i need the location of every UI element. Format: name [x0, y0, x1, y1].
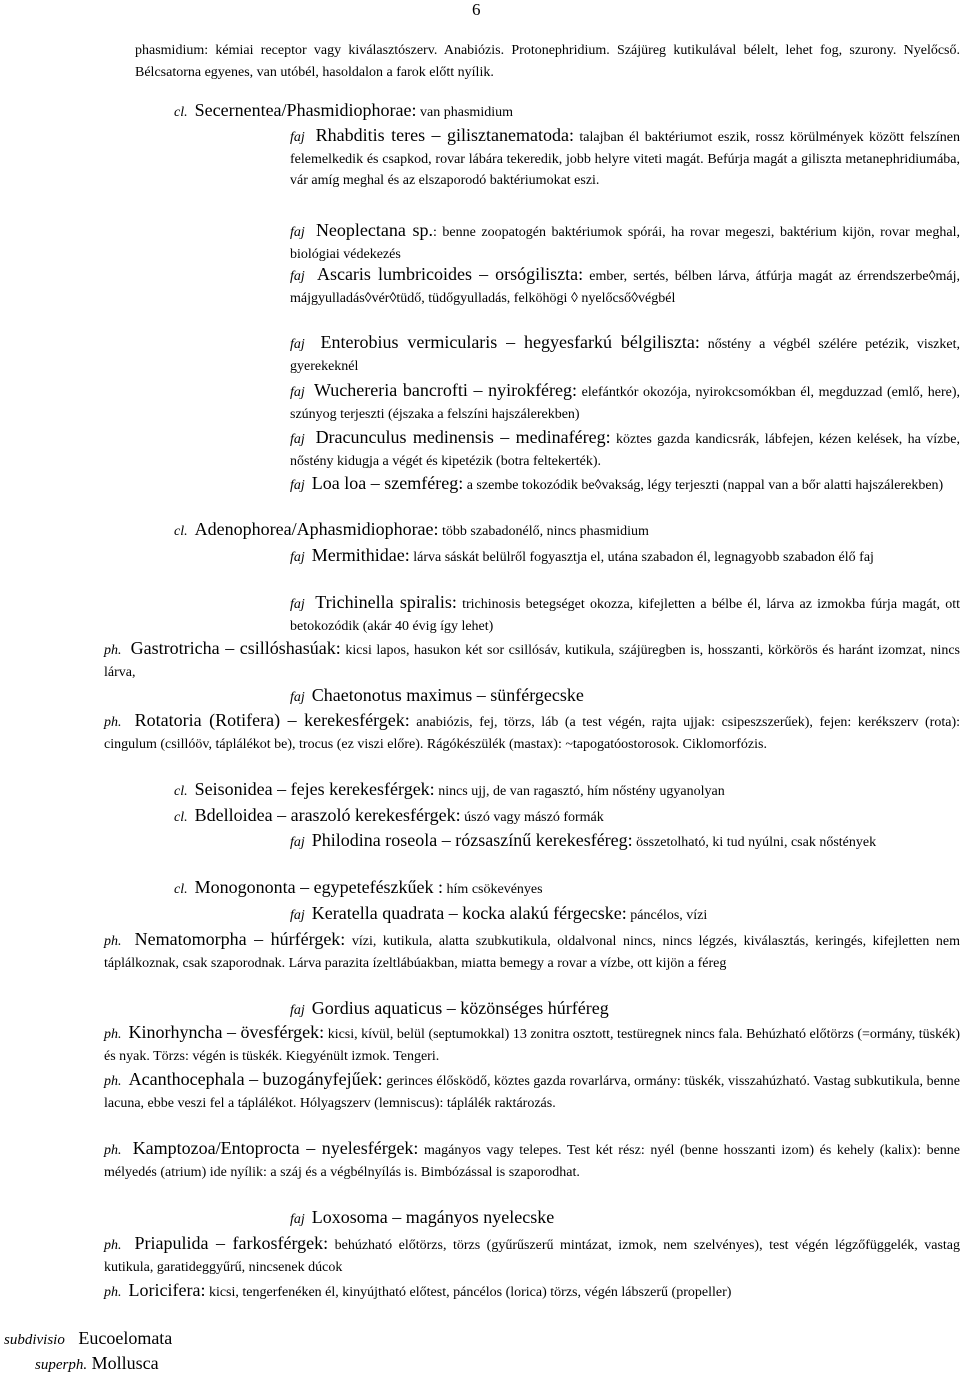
taxon-name: Eucoelomata [78, 1328, 173, 1348]
taxon-name: Secernentea/Phasmidiophorae: [194, 100, 417, 120]
rank-label: faj [290, 908, 305, 923]
rank-label: faj [290, 597, 305, 612]
taxon-name: Ascaris lumbricoides – orsógiliszta: [316, 264, 584, 284]
taxon-name: Chaetonotus maximus – sünférgecske [311, 685, 584, 705]
entry-text: elefántkór okozója, nyirokcsomókban él, megduzzad (emlő, here), szúnyog terjeszti (éjszaka a felszíni hajszálerekben) [290, 385, 960, 422]
taxon-name: Acanthocephala – buzogányfejűek: [128, 1069, 383, 1089]
entry-text: van phasmidium [420, 105, 513, 120]
species-entry-philodina [290, 830, 960, 854]
entry-text: hím csökevényes [446, 882, 543, 897]
taxon-name: Seisonidea – fejes kerekesférgek: [194, 779, 435, 799]
rank-label: subdivisio [4, 1332, 65, 1348]
rank-label: faj [290, 337, 305, 352]
footer-superph [35, 1353, 159, 1374]
taxon-name: Philodina roseola – rózsaszínű kerekesféreg: [311, 830, 633, 850]
taxon-name: Wuchereria bancrofti – nyirokféreg: [314, 380, 578, 400]
rank-label: cl. [174, 524, 188, 539]
entry-text: anabiózis, fej, törzs, láb (a test végén, rajta ujjak: csipeszszerűek), fejen: kerékszerv (rota): cingulum (csillóöv, táplálékot be), trocus (ez viszi előre). Rágókészülék (mastax): ~tapogatóostorosok. Ciklomorfózis. [104, 715, 960, 752]
rank-label: faj [290, 690, 305, 705]
species-entry-chaetonotus [290, 685, 960, 709]
species-entry-keratella [290, 903, 960, 927]
phylum-entry-loricifera [104, 1280, 960, 1304]
rank-label: ph. [104, 1027, 122, 1042]
rank-label: faj [290, 478, 305, 493]
taxon-name: Mermithidae: [311, 545, 410, 565]
phylum-entry-priapulida [104, 1233, 960, 1278]
taxon-name: Neoplectana sp. [315, 220, 433, 240]
phylum-entry-acanthocephala [104, 1069, 960, 1114]
species-entry-rhabditis [290, 125, 960, 192]
class-entry-monogononta [174, 877, 960, 901]
rank-label: ph. [104, 1074, 122, 1089]
entry-text: nincs ujj, de van ragasztó, hím nőstény ugyanolyan [438, 784, 725, 799]
rank-label: faj [290, 269, 305, 284]
rank-label: faj [290, 385, 305, 400]
taxon-name: Loricifera: [128, 1280, 206, 1300]
entry-text: kicsi, kívül, belül (septumokkal) 13 zonitra osztott, testüregnek nincs fala. Behúzható előtörzs (=ormány, tüskék) és nyak. Törzs: végén is tüskék. Kiegyénült izmok. Tengeri. [104, 1027, 960, 1064]
rank-label: ph. [104, 1285, 122, 1300]
entry-text: lárva sáskát belülről fogyasztja el, utána szabadon él, legnagyobb szabadon élő faj [413, 550, 874, 565]
taxon-name: Loxosoma – magányos nyelecske [311, 1207, 555, 1227]
entry-text: nőstény a végbél szélére petézik, viszket, gyerekeknél [290, 337, 960, 374]
rank-label: superph. [35, 1357, 88, 1373]
entry-text: több szabadonélő, nincs phasmidium [442, 524, 649, 539]
taxon-name: Enterobius vermicularis – hegyesfarkú bélgiliszta: [320, 332, 700, 352]
taxon-name: Bdelloidea – araszoló kerekesférgek: [194, 805, 461, 825]
entry-text: talajban él baktériumot eszik, rossz körülmények között felszínen felemelkedik és csapkod, rovar lábára tekeredik, jobb helyre viteti magát. Befúrja magát a giliszta metanephridiumába, vár amíg meghal és az elszaporodó baktériumokat eszi. [290, 130, 960, 188]
phylum-entry-rotatoria [104, 710, 960, 755]
taxon-name: Gordius aquaticus – közönséges húrféreg [311, 998, 609, 1018]
rank-label: ph. [104, 1238, 122, 1253]
taxon-name: Keratella quadrata – kocka alakú férgecske: [311, 903, 627, 923]
rank-label: ph. [104, 643, 122, 658]
taxon-name: Trichinella spiralis: [315, 592, 457, 612]
entry-text: köztes gazda kandicsrák, lábfejen, kézen kelések, ha vízbe, nőstény kidugja a végét és kipetézik (botra feltekerték). [290, 432, 960, 469]
rank-label: faj [290, 1003, 305, 1018]
class-entry-adenophorea [174, 519, 960, 543]
rank-label: faj [290, 835, 305, 850]
phylum-entry-kamptozoa [104, 1138, 960, 1183]
phylum-entry-gastrotricha [104, 638, 960, 683]
footer-subdivisio [4, 1328, 172, 1349]
species-entry-dracunculus [290, 427, 960, 472]
entry-text: behúzható előtörzs, törzs (gyűrűszerű mintázat, izmok, nem szelvényes), test végén légzőfüggelék, vastag kutikula, garatideggyűrű, nincsenek dúcok [104, 1238, 960, 1275]
entry-text: vízi, kutikula, alatta szubkutikula, oldalvonal nincs, nincs légzés, kiválasztás, keringés, kifejletten nem táplálkoznak, csak szaporodnak. Lárva parazita ízeltlábúakban, miatta bemegy a rovar a vízbe, ott kijön a féreg [104, 934, 960, 971]
rank-label: faj [290, 225, 305, 240]
rank-label: cl. [174, 784, 188, 799]
species-entry-wuchereria [290, 380, 960, 425]
taxon-name: Loa loa – szemféreg: [311, 473, 464, 493]
entry-text: phasmidium: kémiai receptor vagy kiválasztószerv. Anabiózis. Protonephridium. Szájüreg kutikulával bélelt, lehet fog, szurony. Nyelőcső. Bélcsatorna egyenes, van utóbél, hasoldalon a farok előtt nyílik. [135, 43, 960, 80]
entry-text: magányos vagy telepes. Test két rész: nyél (benne hosszanti izom) és kehely (kalix): benne mélyedés (atrium) ide nyílik: a száj és a végbélnyílás is. Bimbózással is szaporodhat. [104, 1143, 960, 1180]
entry-text: trichinosis betegséget okozza, kifejletten a bélbe él, lárva az izmokba fúrja magát, ott betokozódik (akár 40 évig így lehet) [290, 597, 960, 634]
phylum-entry-kinorhyncha [104, 1022, 960, 1067]
rank-label: faj [290, 1212, 305, 1227]
phylum-entry-nematomorpha [104, 929, 960, 974]
species-entry-trichinella [290, 592, 960, 637]
taxon-name: Dracunculus medinensis – medinaféreg: [315, 427, 611, 447]
entry-text: összetolható, ki tud nyúlni, csak nőstények [636, 835, 877, 850]
taxon-name: Gastrotricha – csillóshasúak: [130, 638, 341, 658]
taxon-name: Rotatoria (Rotifera) – kerekesférgek: [134, 710, 410, 730]
taxon-name: Nematomorpha – húrférgek: [134, 929, 346, 949]
rank-label: faj [290, 550, 305, 565]
rank-label: cl. [174, 105, 188, 120]
class-entry-seisonidea [174, 779, 960, 803]
taxon-name: Mollusca [91, 1353, 159, 1373]
entry-text: : benne zoopatogén baktériumok spórái, ha rovar megeszi, baktérium kijön, rovar meghal, biológiai védekezés [290, 225, 960, 262]
rank-label: faj [290, 130, 305, 145]
rank-label: ph. [104, 934, 122, 949]
taxon-name: Rhabditis teres – gilisztanematoda: [315, 125, 574, 145]
species-entry-ascaris [290, 264, 960, 309]
entry-text: úszó vagy mászó formák [464, 810, 604, 825]
rank-label: faj [290, 432, 305, 447]
taxon-name: Kinorhyncha – övesférgek: [128, 1022, 325, 1042]
taxon-name: Monogononta – egypetefészkűek : [194, 877, 444, 897]
entry-text: ember, sertés, bélben lárva, átfúrja magát az érrendszerbe◊máj, májgyulladás◊vér◊tüdő, tüdőgyulladás, felköhögi ◊ nyelőcső◊végbél [290, 269, 960, 306]
rank-label: cl. [174, 810, 188, 825]
class-entry-bdelloidea [174, 805, 960, 829]
species-entry-loxosoma [290, 1207, 960, 1231]
entry-text: páncélos, vízi [630, 908, 708, 923]
entry-text: gerinces élősködő, köztes gazda rovarlárva, ormány: tüskék, visszahúzható. Vastag subkutikula, benne lacuna, ebbe veszi fel a táplálékot. Hólyagszerv (lemniscus): táplálék raktározás. [104, 1074, 960, 1111]
species-entry-neoplectana [290, 220, 960, 265]
species-entry-mermithidae [290, 545, 960, 569]
page-number: 6 [472, 0, 481, 19]
taxon-name: Priapulida – farkosférgek: [134, 1233, 329, 1253]
species-entry-gordius [290, 998, 960, 1022]
class-entry-secernentea [174, 100, 960, 124]
entry-text: a szembe tokozódik be◊vakság, légy terjeszti (nappal van a bőr alatti hajszálerekben) [466, 478, 944, 493]
intro-paragraph [135, 40, 960, 83]
rank-label: ph. [104, 715, 122, 730]
taxon-name: Adenophorea/Aphasmidiophorae: [194, 519, 439, 539]
entry-text: kicsi, tengerfenéken él, kinyújtható előtest, páncélos (lorica) törzs, végén lábszerű (propeller) [208, 1285, 732, 1300]
rank-label: ph. [104, 1143, 122, 1158]
taxon-name: Kamptozoa/Entoprocta – nyelesférgek: [132, 1138, 419, 1158]
species-entry-enterobius [290, 332, 960, 377]
rank-label: cl. [174, 882, 188, 897]
species-entry-loa-loa [290, 473, 960, 497]
entry-text: kicsi lapos, hasukon két sor csillósáv, kutikula, szájüregben is, hosszanti, körkörös és haránt izomzat, nincs lárva, [104, 643, 960, 680]
